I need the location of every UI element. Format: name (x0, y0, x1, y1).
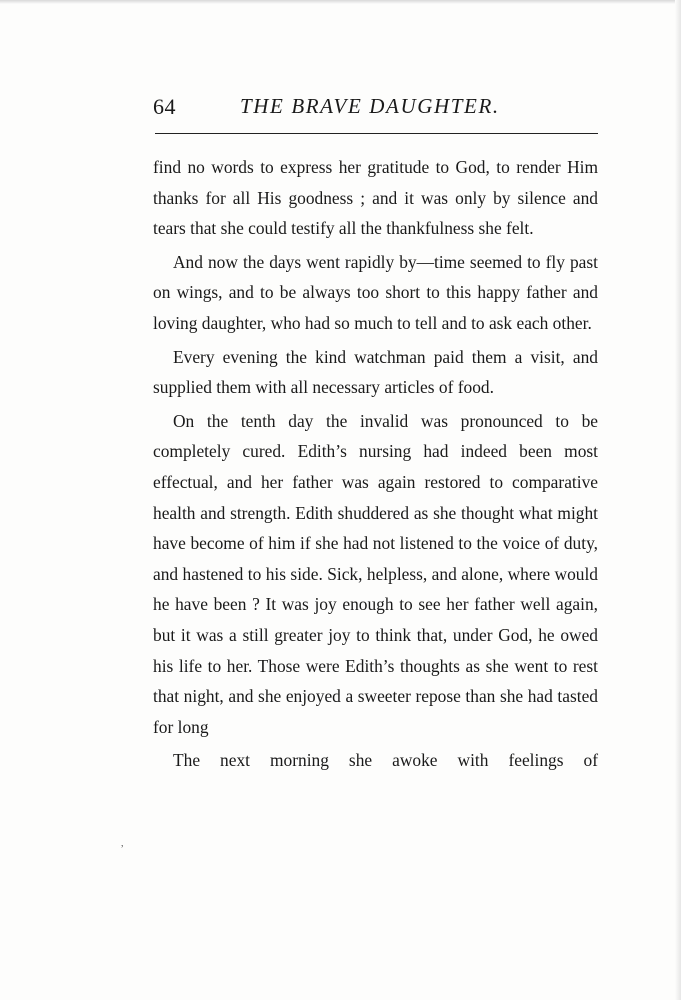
paragraph: On the tenth day the invalid was pronounced to be completely cured. Edith’s nursing had indeed been most effectual, and her father was again restored to comparative health and strength. Edith shuddered as she thought what might have become of him if she had not listened to the voice of duty, and hastened to his side. Sick, helpless, and alone, where would he have been ? It was joy enough to see her father well again, but it was a still greater joy to think that, under God, he owed his life to her. Those were Edith’s thoughts as she went to rest that night, and she enjoyed a sweeter repose than she had tasted for long (153, 410, 598, 737)
scan-edge-top (0, 0, 681, 4)
paragraph: And now the days went rapidly by—time seemed to fly past on wings, and to be always too short to this happy father and loving daughter, who had so much to tell and to ask each other. (153, 251, 598, 333)
page-header (153, 94, 600, 130)
stray-ink-mark: , (121, 838, 124, 849)
paragraph-continued: find no words to express her gratitude to God, to render Him thanks for all His goodness ; and it was only by silence and tears that she could testify all the thankfulness she felt. (153, 157, 598, 239)
page-number: 64 (153, 94, 176, 119)
scan-edge-right (675, 0, 681, 1000)
paragraph: Every evening the kind watchman paid them a visit, and supplied them with all necessary articles of food. (153, 346, 598, 398)
body-text (153, 152, 598, 779)
header-rule (155, 133, 598, 134)
paragraph: The next morning she awoke with feelings of (173, 750, 598, 771)
running-title: THE BRAVE DAUGHTER. (240, 94, 500, 118)
